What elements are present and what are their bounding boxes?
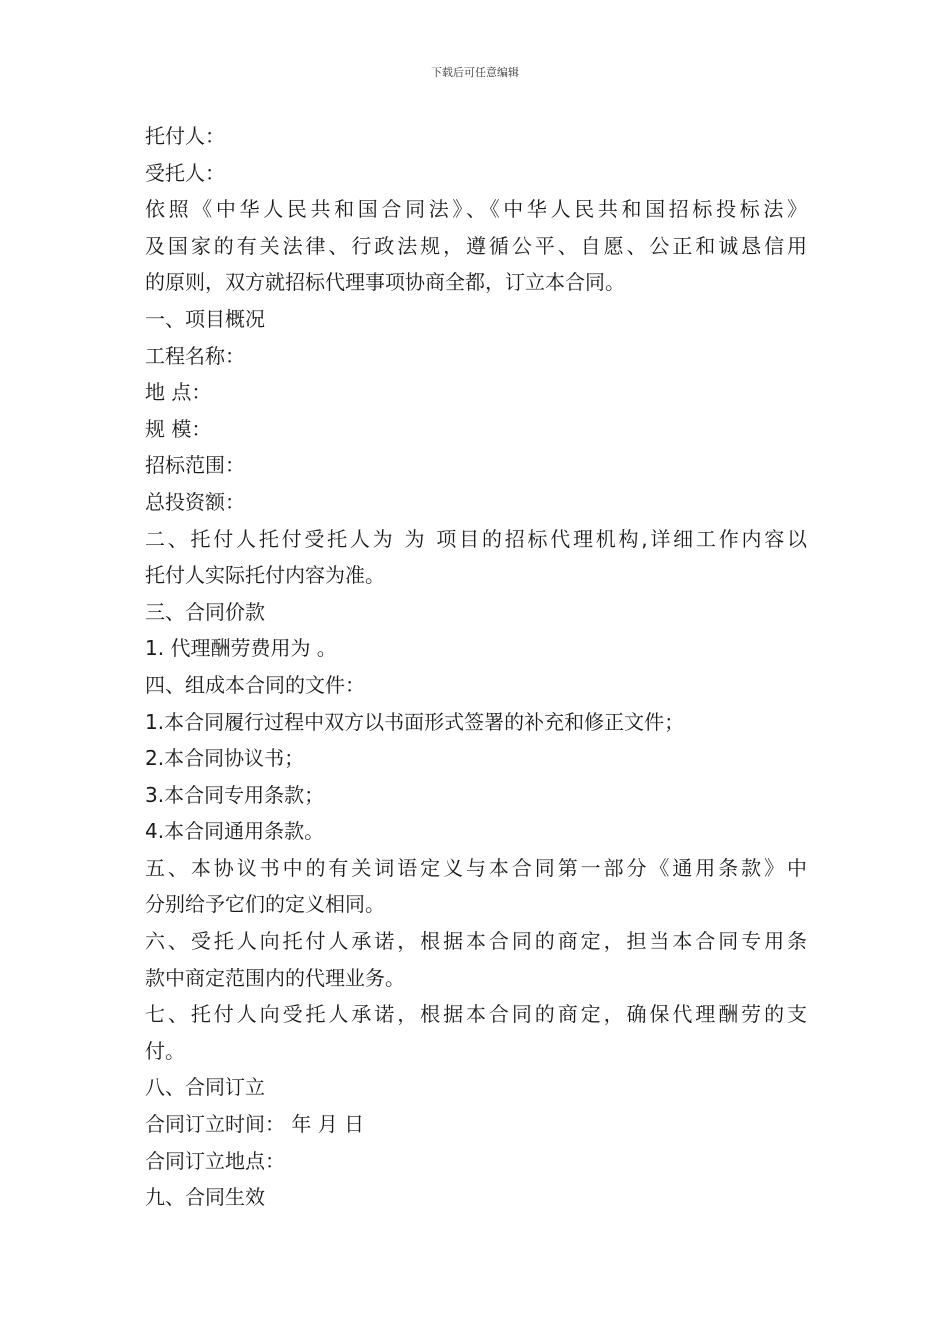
section-5-line-1: 五、本协议书中的有关词语定义与本合同第一部分《通用条款》中 <box>145 855 807 880</box>
contract-document-item-2: 2.本合同协议书； <box>145 746 305 771</box>
contract-document-item-4: 4.本合同通用条款。 <box>145 819 325 844</box>
total-investment-line: 总投资额： <box>145 489 245 514</box>
scale-line: 规 模： <box>145 416 212 441</box>
bidding-scope-line: 招标范围： <box>145 453 245 478</box>
contract-document-item-1: 1.本合同履行过程中双方以书面形式签署的补充和修正文件； <box>145 709 685 734</box>
project-name-line: 工程名称： <box>145 343 245 368</box>
preamble-line-2: 及国家的有关法律、行政法规，遵循公平、自愿、公正和诚恳信用 <box>145 233 807 258</box>
section-9-heading: 九、合同生效 <box>145 1185 265 1210</box>
preamble-line-1: 依照《中华人民共和国合同法》、《中华人民共和国招标投标法》 <box>145 197 807 222</box>
section-2-line-1: 二、托付人托付受托人为 为 项目的招标代理机构,详细工作内容以 <box>145 526 807 551</box>
preamble-line-3: 的原则，双方就招标代理事项协商全都，订立本合同。 <box>145 270 625 295</box>
section-3-heading: 三、合同价款 <box>145 599 265 624</box>
section-7-line-1: 七、托付人向受托人承诺，根据本合同的商定，确保代理酬劳的支 <box>145 1002 807 1027</box>
section-8-heading: 八、合同订立 <box>145 1075 265 1100</box>
principal-line: 托付人： <box>145 124 225 148</box>
section-6-line-1: 六、受托人向托付人承诺，根据本合同的商定，担当本合同专用条 <box>145 929 807 954</box>
section-7-line-2: 付。 <box>145 1038 185 1063</box>
agent-line: 受托人： <box>145 160 225 185</box>
signing-date-line: 合同订立时间： 年 月 日 <box>145 1112 365 1137</box>
document-body <box>145 118 807 1216</box>
section-1-heading: 一、项目概况 <box>145 306 265 331</box>
page-header-note: 下载后可任意编辑 <box>431 66 519 79</box>
section-5-line-2: 分别给予它们的定义相同。 <box>145 892 385 917</box>
section-2-line-2: 托付人实际托付内容为准。 <box>145 563 385 588</box>
signing-place-line: 合同订立地点： <box>145 1148 285 1173</box>
agency-fee-line: 1. 代理酬劳费用为 。 <box>145 636 337 661</box>
section-4-heading: 四、组成本合同的文件： <box>145 672 365 697</box>
section-6-line-2: 款中商定范围内的代理业务。 <box>145 965 405 990</box>
contract-document-item-3: 3.本合同专用条款； <box>145 782 325 807</box>
location-line: 地 点： <box>145 380 212 405</box>
